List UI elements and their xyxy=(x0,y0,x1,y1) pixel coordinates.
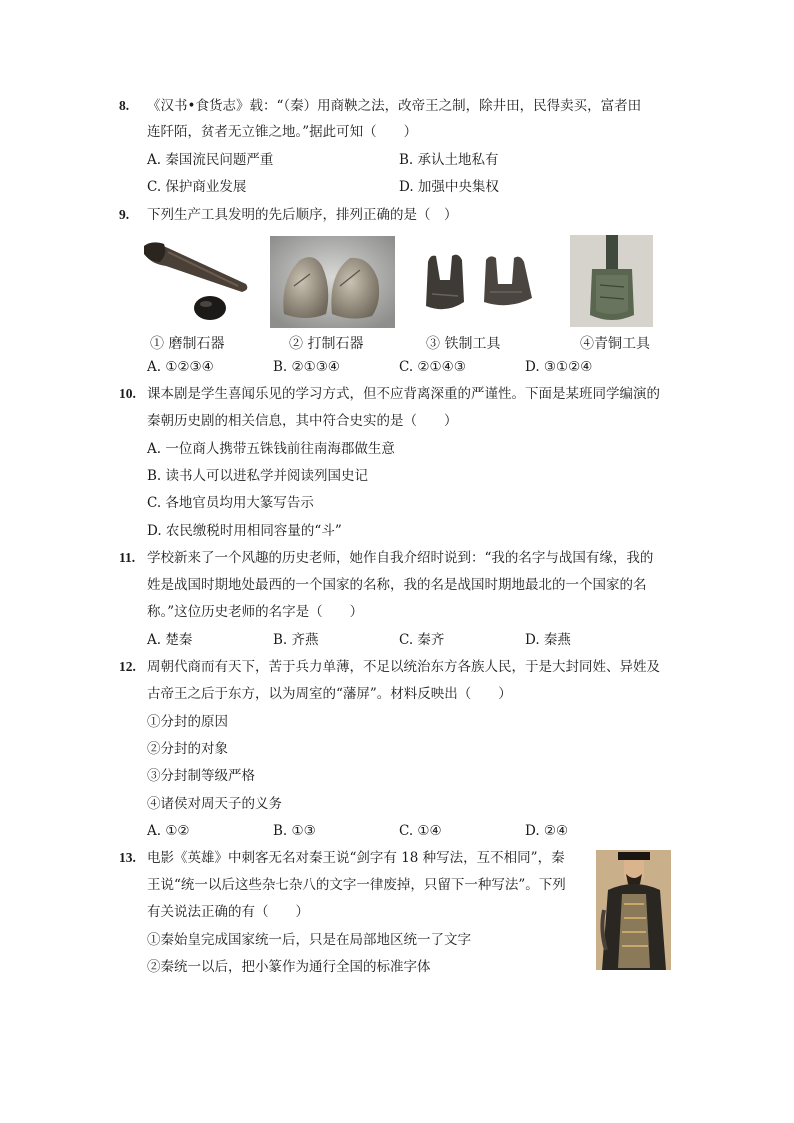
iron-tool-image xyxy=(410,240,545,320)
option-a[interactable]: A. ①② xyxy=(147,823,190,839)
option-b[interactable]: B. 承认土地私有 xyxy=(399,152,499,168)
option-c[interactable]: C. 秦齐 xyxy=(399,632,445,648)
statement-item: ③分封制等级严格 xyxy=(147,768,255,784)
option-b[interactable]: B. 读书人可以进私学并阅读列国史记 xyxy=(147,468,369,484)
question-text: 电影《英雄》中刺客无名对秦王说“剑字有 18 种写法，互不相同”，秦 xyxy=(147,850,565,866)
question-text: 称。”这位历史老师的名字是（ ） xyxy=(147,604,364,620)
question-text: 下列生产工具发明的先后顺序，排列正确的是（ ） xyxy=(147,207,458,223)
polished-stone-tool-image xyxy=(138,236,250,328)
option-a[interactable]: A. 一位商人携带五铢钱前往南海郡做生意 xyxy=(147,441,395,457)
caption-1: ① 磨制石器 xyxy=(150,336,225,352)
caption-2: ② 打制石器 xyxy=(289,336,364,352)
question-text: 有关说法正确的有（ ） xyxy=(147,904,309,920)
question-text: 课本剧是学生喜闻乐见的学习方式，但不应背离深重的严谨性。下面是某班同学编演的 xyxy=(147,386,660,402)
option-a[interactable]: A. 秦国流民问题严重 xyxy=(147,152,274,168)
option-d[interactable]: D. 秦燕 xyxy=(525,632,571,648)
option-c[interactable]: C. ②①④③ xyxy=(399,359,466,375)
bronze-tool-image xyxy=(570,235,653,327)
question-text: 姓是战国时期地处最西的一个国家的名称，我的名是战国时期地最北的一个国家的名 xyxy=(147,577,647,593)
question-text: 古帝王之后于东方，以为周室的“藩屏”。材料反映出（ ） xyxy=(147,686,512,702)
option-a[interactable]: A. ①②③④ xyxy=(147,359,214,375)
option-d[interactable]: D. ③①②④ xyxy=(525,359,593,375)
option-b[interactable]: B. ②①③④ xyxy=(273,359,340,375)
question-text: 连阡陌，贫者无立锥之地。”据此可知（ ） xyxy=(147,124,418,140)
option-c[interactable]: C. ①④ xyxy=(399,823,442,839)
qin-emperor-portrait-image xyxy=(596,850,671,970)
question-number: 12. xyxy=(119,659,136,674)
question-number: 11. xyxy=(119,550,136,565)
option-d[interactable]: D. 农民缴税时用相同容量的“斗” xyxy=(147,523,342,539)
statement-item: ①分封的原因 xyxy=(147,714,228,730)
question-number: 13. xyxy=(119,850,136,865)
question-text: 秦朝历史剧的相关信息，其中符合史实的是（ ） xyxy=(147,413,458,429)
option-d[interactable]: D. ②④ xyxy=(525,823,569,839)
question-number: 8. xyxy=(119,98,130,113)
option-b[interactable]: B. 齐燕 xyxy=(273,632,319,648)
question-text: 《汉书•食货志》载：“（秦）用商鞅之法，改帝王之制，除井田，民得卖买，富者田 xyxy=(147,98,642,114)
question-text: 周朝代商而有天下，苦于兵力单薄，不足以统治东方各族人民，于是大封同姓、异姓及 xyxy=(147,659,660,675)
question-number: 10. xyxy=(119,386,136,401)
question-text: 王说“统一以后这些杂七杂八的文字一律废掉，只留下一种写法”。下列 xyxy=(147,877,566,893)
question-text: 学校新来了一个风趣的历史老师，她作自我介绍时说到：“我的名字与战国有缘，我的 xyxy=(147,550,654,566)
statement-item: ④诸侯对周天子的义务 xyxy=(147,796,282,812)
option-b[interactable]: B. ①③ xyxy=(273,823,316,839)
question-number: 9. xyxy=(119,207,130,222)
option-c[interactable]: C. 保护商业发展 xyxy=(147,179,247,195)
option-c[interactable]: C. 各地官员均用大篆写告示 xyxy=(147,495,314,511)
chipped-stone-tool-image xyxy=(270,236,395,328)
option-a[interactable]: A. 楚秦 xyxy=(147,632,193,648)
statement-item: ②秦统一以后，把小篆作为通行全国的标准字体 xyxy=(147,959,431,975)
statement-item: ②分封的对象 xyxy=(147,741,228,757)
option-d[interactable]: D. 加强中央集权 xyxy=(399,179,499,195)
statement-item: ①秦始皇完成国家统一后，只是在局部地区统一了文字 xyxy=(147,932,471,948)
caption-4: ④青铜工具 xyxy=(580,336,650,352)
caption-3: ③ 铁制工具 xyxy=(426,336,501,352)
